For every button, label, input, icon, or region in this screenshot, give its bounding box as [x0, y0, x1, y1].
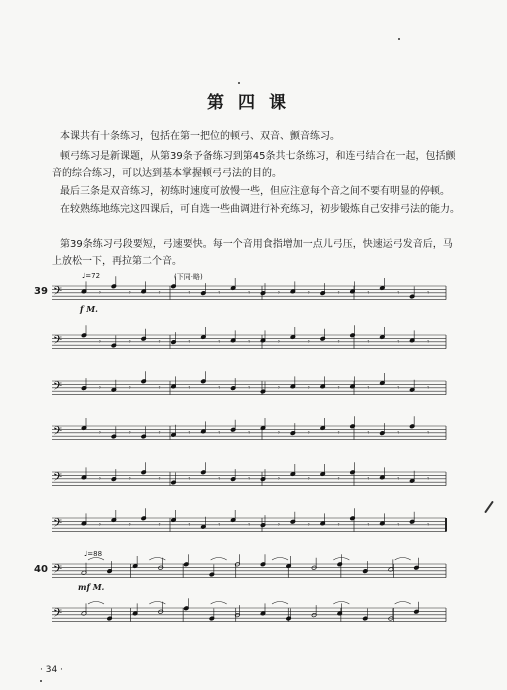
rest-symbol: 𝄾 — [427, 384, 429, 392]
rest-symbol: 𝄾 — [337, 289, 340, 297]
bowing-note: (下同·略) — [174, 273, 203, 281]
exercise-number-39: 39 — [34, 286, 48, 297]
rest-symbol: 𝄾 — [98, 475, 101, 483]
rest-symbol: 𝄾 — [158, 384, 161, 392]
rest-symbol: 𝄾 — [158, 475, 161, 483]
dynamic-mark-40: mf M. — [78, 582, 105, 592]
rest-symbol: 𝄾 — [218, 384, 221, 392]
paragraph-staccato: 顿弓练习是新课题，从第39条予备练习到第45条共七条练习，和连弓结合在一起，包括颤音的综合练习，可以达到基本掌握顿弓弓法的目的。 — [52, 151, 456, 179]
rest-symbol: 𝄾 — [307, 384, 310, 392]
rest-symbol: 𝄾 — [158, 429, 161, 437]
rest-symbol: 𝄾 — [98, 338, 101, 346]
print-speck — [238, 82, 240, 84]
slur — [272, 558, 288, 561]
slur — [211, 558, 227, 561]
rest-symbol: 𝄾 — [218, 289, 221, 297]
rest-symbol: 𝄾 — [277, 429, 280, 437]
tempo-mark-39: ♩=72 — [82, 272, 101, 280]
rest-symbol: 𝄾 — [427, 429, 429, 437]
bass-clef: 𝄢 — [53, 607, 63, 623]
rest-symbol: 𝄾 — [427, 521, 429, 529]
rest-symbol: 𝄾 — [367, 475, 370, 483]
slur — [395, 602, 411, 605]
rest-symbol: 𝄾 — [307, 521, 310, 529]
rest-symbol: 𝄾 — [218, 475, 221, 483]
rest-symbol: 𝄾 — [188, 521, 191, 529]
rest-symbol: 𝄾 — [248, 338, 250, 346]
paragraph-double-stops: 最后三条是双音练习，初练时速度可放慢一些，但应注意每个音之间不要有明显的停顿。 — [60, 186, 450, 197]
rest-symbol: 𝄾 — [128, 475, 131, 483]
rest-symbol: 𝄾 — [337, 384, 340, 392]
rest-symbol: 𝄾 — [218, 338, 221, 346]
paragraph-intro: 本课共有十条练习，包括在第一把位的顿弓、双音、颤音练习。 — [60, 131, 340, 142]
bass-clef: 𝄢 — [53, 471, 63, 487]
rest-symbol: 𝄾 — [367, 289, 370, 297]
slur — [395, 558, 411, 561]
rest-symbol: 𝄾 — [188, 338, 191, 346]
rest-symbol: 𝄾 — [397, 384, 400, 392]
rest-symbol: 𝄾 — [188, 384, 191, 392]
rest-symbol: 𝄾 — [337, 521, 340, 529]
dynamic-mark-39: f M. — [80, 304, 98, 314]
rest-symbol: 𝄾 — [397, 429, 400, 437]
rest-symbol: 𝄾 — [128, 384, 131, 392]
slur — [272, 602, 288, 605]
rest-symbol: 𝄾 — [277, 475, 280, 483]
rest-symbol: 𝄾 — [277, 338, 280, 346]
rest-symbol: 𝄾 — [337, 475, 340, 483]
rest-symbol: 𝄾 — [248, 429, 250, 437]
rest-symbol: 𝄾 — [427, 289, 429, 297]
rest-symbol: 𝄾 — [277, 521, 280, 529]
bass-clef: 𝄢 — [53, 563, 63, 579]
print-speck — [398, 38, 400, 40]
rest-symbol: 𝄾 — [218, 521, 221, 529]
rest-symbol: 𝄾 — [128, 521, 131, 529]
slur — [88, 558, 104, 561]
rest-symbol: 𝄾 — [128, 429, 131, 437]
paragraph-exercise-39: 第39条练习弓段要短，弓速要快。每一个音用食指增加一点儿弓压，快速运弓发音后，马上放松一下，再拉第二个音。 — [52, 239, 453, 267]
rest-symbol: 𝄾 — [427, 475, 429, 483]
bass-clef: 𝄢 — [53, 425, 63, 441]
rest-symbol: 𝄾 — [248, 384, 250, 392]
rest-symbol: 𝄾 — [337, 338, 340, 346]
rest-symbol: 𝄾 — [218, 429, 221, 437]
rest-symbol: 𝄾 — [158, 338, 161, 346]
slur — [333, 602, 349, 605]
slur — [333, 558, 349, 561]
rest-symbol: 𝄾 — [367, 338, 370, 346]
paragraph-supplementary: 在较熟练地练完这四课后，可自选一些曲调进行补充练习，初步锻炼自己安排弓法的能力。 — [60, 204, 460, 215]
rest-symbol: 𝄾 — [337, 429, 340, 437]
rest-symbol: 𝄾 — [158, 521, 161, 529]
tempo-mark-40: ♩=88 — [84, 550, 103, 558]
bass-clef: 𝄢 — [53, 380, 63, 396]
rest-symbol: 𝄾 — [188, 429, 191, 437]
print-speck — [40, 680, 42, 682]
rest-symbol: 𝄾 — [307, 289, 310, 297]
rest-symbol: 𝄾 — [307, 338, 310, 346]
rest-symbol: 𝄾 — [98, 521, 101, 529]
rest-symbol: 𝄾 — [397, 289, 400, 297]
rest-symbol: 𝄾 — [248, 521, 250, 529]
bass-clef: 𝄢 — [53, 517, 63, 533]
exercise-number-40: 40 — [34, 564, 48, 575]
rest-symbol: 𝄾 — [128, 289, 131, 297]
rest-symbol: 𝄾 — [307, 429, 310, 437]
rest-symbol: 𝄾 — [427, 338, 429, 346]
rest-symbol: 𝄾 — [277, 384, 280, 392]
rest-symbol: 𝄾 — [397, 475, 400, 483]
rest-symbol: 𝄾 — [98, 289, 101, 297]
rest-symbol: 𝄾 — [277, 289, 280, 297]
rest-symbol: 𝄾 — [367, 429, 370, 437]
rest-symbol: 𝄾 — [397, 521, 400, 529]
rest-symbol: 𝄾 — [188, 289, 191, 297]
rest-symbol: 𝄾 — [188, 475, 191, 483]
rest-symbol: 𝄾 — [367, 521, 370, 529]
rest-symbol: 𝄾 — [307, 475, 310, 483]
page-number: · 34 · — [40, 665, 63, 675]
rest-symbol: 𝄾 — [397, 338, 400, 346]
rest-symbol: 𝄾 — [248, 475, 250, 483]
rest-symbol: 𝄾 — [248, 289, 250, 297]
rest-symbol: 𝄾 — [128, 338, 131, 346]
rest-symbol: 𝄾 — [158, 289, 161, 297]
bass-clef: 𝄢 — [53, 334, 63, 350]
rest-symbol: 𝄾 — [98, 429, 101, 437]
rest-symbol: 𝄾 — [367, 384, 370, 392]
rest-symbol: 𝄾 — [98, 384, 101, 392]
bass-clef: 𝄢 — [53, 285, 63, 301]
slur — [211, 602, 227, 605]
page-title: 第四课 — [207, 93, 300, 113]
slur — [88, 602, 104, 605]
